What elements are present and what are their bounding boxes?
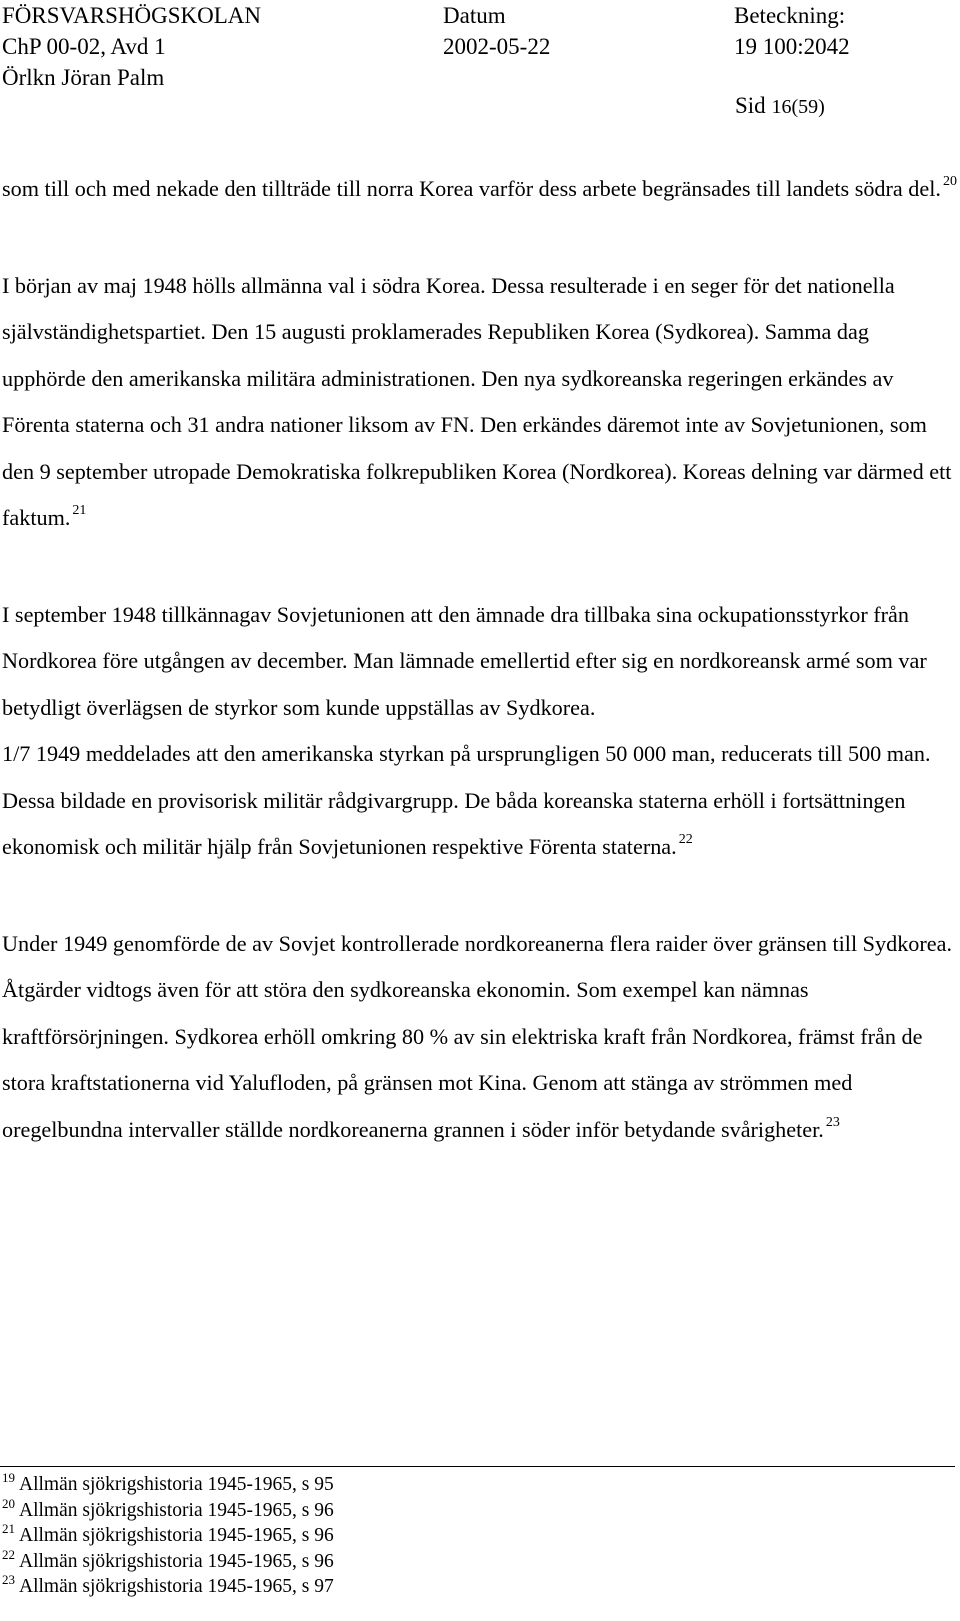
date-value: 2002-05-22: [443, 34, 551, 59]
footnote-number: 19: [2, 1470, 15, 1485]
footnote-text: Allmän sjökrigshistoria 1945-1965, s 96: [19, 1550, 334, 1572]
footnote: [2, 1546, 952, 1575]
paragraph: [2, 592, 957, 732]
footnote: [2, 1574, 952, 1600]
header-reference-column: [734, 0, 850, 62]
reference-label: Beteckning:: [734, 3, 846, 28]
paragraph-text: som till och med nekade den tillträde till norra Korea varför dess arbete begränsades till landets södra del.: [2, 176, 941, 201]
footnote: [2, 1523, 952, 1549]
footnote-reference: 23: [825, 1114, 840, 1130]
footnote-text: Allmän sjökrigshistoria 1945-1965, s 96: [19, 1499, 334, 1521]
paragraph: [2, 731, 957, 875]
footnote-number: 21: [2, 1521, 15, 1536]
footnote-text: Allmän sjökrigshistoria 1945-1965, s 96: [19, 1525, 334, 1546]
paragraph-text: Under 1949 genomförde de av Sovjet kontrollerade nordkoreanerna flera raider över gränsen till Sydkorea. Åtgärder vidtogs även för att störa den sydkoreanska ekonomin. Som exempel kan nämnas kraftförsörjningen. Sydkorea erhöll omkring 80 % av sin elektriska kraft från Nordkorea, främst från de stora kraftstationerna vid Yalufloden, på gränsen mot Kina. Genom att stänga av strömmen med oregelbundna intervaller ställde nordkoreanerna grannen i söder inför betydande svårigheter.: [2, 930, 953, 1142]
reference-value: 19 100:2042: [734, 34, 850, 59]
page-number: [735, 90, 825, 123]
footnote: [2, 1495, 952, 1524]
footnote-text: Allmän sjökrigshistoria 1945-1965, s 95: [19, 1474, 334, 1495]
footnote-separator: [0, 1466, 955, 1467]
date-label: Datum: [443, 3, 506, 28]
page-number-label: Sid: [735, 93, 766, 118]
footnote-text: Allmän sjökrigshistoria 1945-1965, s 97: [19, 1576, 334, 1597]
footnote-number: 23: [2, 1572, 15, 1587]
footnote-reference: 22: [678, 832, 693, 847]
paragraph: [2, 166, 957, 217]
author-name: Örlkn Jöran Palm: [2, 65, 165, 90]
document-body: [2, 166, 957, 1203]
footnote-reference: 20: [942, 174, 957, 189]
organization-name: FÖRSVARSHÖGSKOLAN: [2, 3, 262, 28]
paragraph: [2, 921, 957, 1158]
footnote-number: 22: [2, 1546, 15, 1562]
page-number-value: 16(59): [771, 96, 825, 118]
header-left-column: [2, 0, 261, 93]
paragraph: [2, 263, 957, 546]
footnotes: [2, 1472, 952, 1600]
paragraph-text: I början av maj 1948 hölls allmänna val i södra Korea. Dessa resulterade i en seger för det nationella självständighetspartiet. Den 15 augusti proklamerades Republiken Korea (Sydkorea). Samma dag upphörde den amerikanska militära administrationen. Den nya sydkoreanska regeringen erkändes av Förenta staterna och 31 andra nationer liksom av FN. Den erkändes däremot inte av Sovjetunionen, som den 9 september utropade Demokratiska folkrepubliken Korea (Nordkorea). Koreas delning var därmed ett faktum.: [2, 272, 952, 530]
footnote: [2, 1472, 952, 1498]
paragraph-text: I september 1948 tillkännagav Sovjetunionen att den ämnade dra tillbaka sina ockupationsstyrkor från Nordkorea före utgången av december. Man lämnade emellertid efter sig en nordkoreansk armé som var betydligt överlägsen de styrkor som kunde uppställas av Sydkorea.: [2, 601, 927, 720]
footnote-reference: 21: [72, 503, 87, 518]
department: ChP 00-02, Avd 1: [2, 34, 166, 59]
footnote-number: 20: [2, 1495, 15, 1511]
paragraph-text: 1/7 1949 meddelades att den amerikanska styrkan på ursprungligen 50 000 man, reducerats till 500 man. Dessa bildade en provisorisk militär rådgivargrupp. De båda koreanska staterna erhöll i fortsättningen ekonomisk och militär hjälp från Sovjetunionen respektive Förenta staterna.: [2, 741, 931, 859]
header-date-column: [443, 0, 550, 62]
document-header: [0, 0, 960, 130]
